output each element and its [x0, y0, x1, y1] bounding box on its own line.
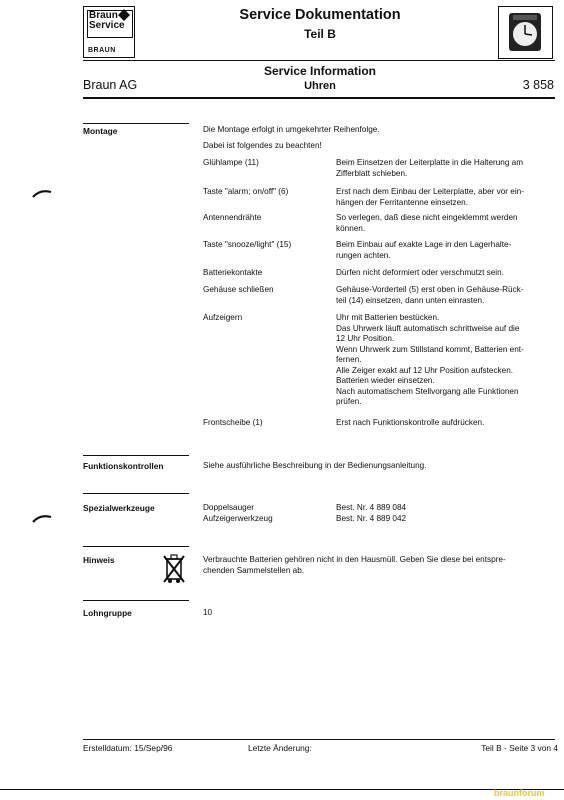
- footer-last-change: Letzte Änderung:: [248, 743, 312, 753]
- logo-line2: Service: [89, 20, 125, 31]
- braun-service-logo: [83, 6, 135, 58]
- montage-item: Glühlampe (11): [203, 158, 259, 167]
- lohn-value: 10: [203, 608, 213, 617]
- montage-note: Gehäuse-Vorderteil (5) erst oben in Gehäuse-Rück- teil (14) einsetzen, dann unten einrasten.: [336, 285, 524, 305]
- crossed-bin-icon: [163, 553, 185, 585]
- category: Uhren: [304, 80, 336, 92]
- montage-note: Beim Einbau auf exakte Lage in den Lagerhalte- rungen achten.: [336, 240, 512, 260]
- section-montage-label: Montage: [83, 126, 118, 136]
- montage-note: Erst nach dem Einbau der Leiterplatte, aber vor ein- hängen der Ferritantenne einsetzen.: [336, 187, 524, 207]
- tool-order-number: Best. Nr. 4 889 042: [336, 514, 407, 523]
- montage-note: Uhr mit Batterien bestücken. Das Uhrwerk läuft automatisch schrittweise auf die 12 Uhr Position. Wenn Uhrwerk zum Stillstand kommt, Batterien ent- fernen. Alle Zeiger exakt auf 12 Uhr Position aufstecken. Batterien wieder einsetzen. Nach automatischem Stellvorgang alle Funktionen prüfen.: [336, 313, 524, 406]
- tool-name: Doppelsauger: [203, 503, 254, 512]
- tool-name: Aufzeigerwerkzeug: [203, 514, 273, 523]
- montage-item: Antennendrähte: [203, 213, 262, 222]
- montage-item: Taste "alarm; on/off" (6): [203, 187, 289, 196]
- section-lohn-label: Lohngruppe: [83, 608, 132, 618]
- section-funktion-label: Funktionskontrollen: [83, 461, 164, 471]
- alarm-clock-icon: [499, 7, 551, 57]
- company-name: Braun AG: [83, 78, 138, 92]
- montage-item: Taste "snooze/light" (15): [203, 240, 292, 249]
- montage-item: Aufzeigern: [203, 313, 243, 322]
- logo-brand: BRAUN: [88, 47, 116, 54]
- montage-note: So verlegen, daß diese nicht eingeklemmt werden können.: [336, 213, 518, 233]
- watermark: braunforum: [494, 788, 545, 798]
- clock-image: [498, 6, 553, 59]
- tool-order-number: Best. Nr. 4 889 084: [336, 503, 407, 512]
- montage-intro-1: Die Montage erfolgt in umgekehrter Reihenfolge.: [203, 125, 380, 134]
- montage-note: Dürfen nicht deformiert oder verschmutzt sein.: [336, 268, 504, 277]
- section-hinweis-label: Hinweis: [83, 555, 115, 565]
- hinweis-text: Verbrauchte Batterien gehören nicht in den Hausmüll. Geben Sie diese bei entspre- chenden Sammelstellen ab.: [203, 555, 506, 575]
- section-werkzeuge-label: Spezialwerkzeuge: [83, 503, 155, 513]
- doc-part: Teil B: [304, 27, 336, 41]
- footer-page: Teil B - Seite 3 von 4: [481, 743, 558, 753]
- doc-title: Service Dokumentation: [239, 7, 401, 23]
- service-info-title: Service Information: [263, 64, 377, 78]
- logo-mark-icon: [117, 8, 131, 22]
- footer-date: Erstelldatum: 15/Sep/96: [83, 743, 173, 753]
- montage-item: Frontscheibe (1): [203, 418, 263, 427]
- scan-mark: [32, 513, 52, 523]
- montage-item: Batteriekontakte: [203, 268, 263, 277]
- montage-intro-2: Dabei ist folgendes zu beachten!: [203, 141, 322, 150]
- funktion-text: Siehe ausführliche Beschreibung in der Bedienungsanleitung.: [203, 461, 427, 470]
- montage-note: Beim Einsetzen der Leiterplatte in die Halterung am Zifferblatt schieben.: [336, 158, 524, 178]
- logo-line1: Braun: [89, 10, 118, 21]
- model-number: 3 858: [522, 78, 554, 92]
- scan-mark: [32, 188, 52, 198]
- montage-item: Gehäuse schließen: [203, 285, 274, 294]
- montage-note: Erst nach Funktionskontrolle aufdrücken.: [336, 418, 485, 427]
